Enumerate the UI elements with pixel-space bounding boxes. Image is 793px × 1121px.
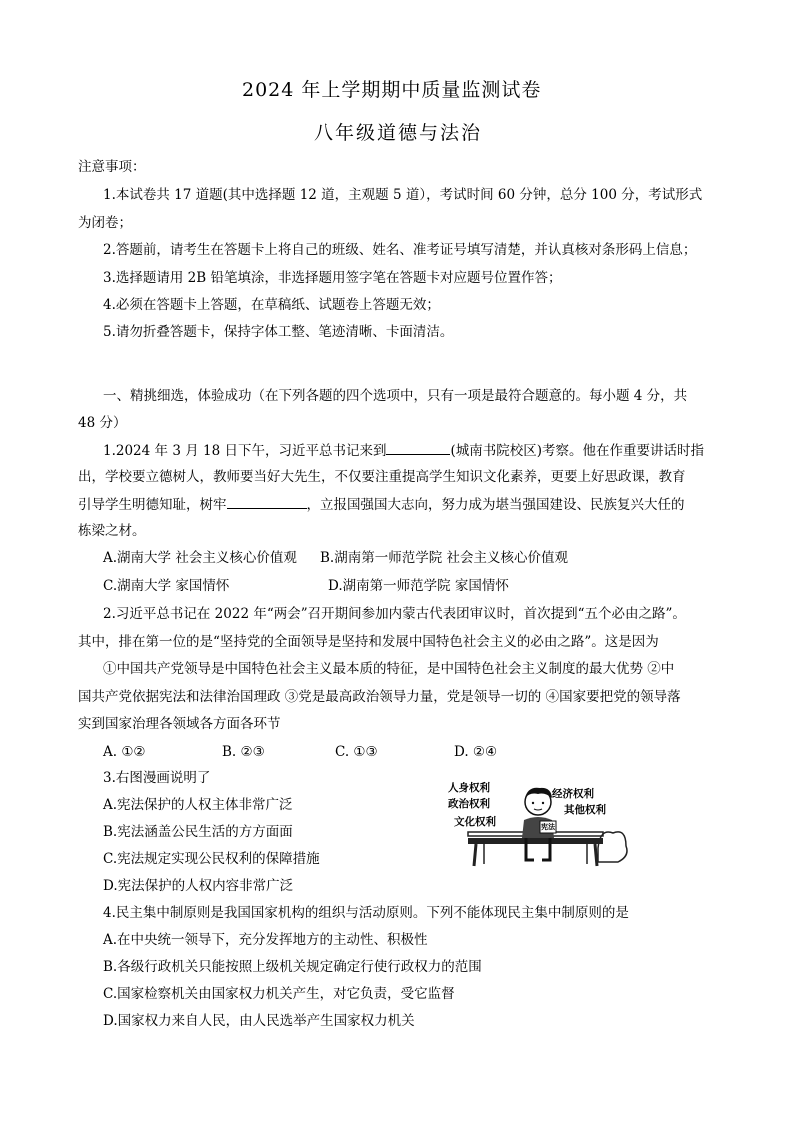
q1-line-4: 栋梁之材。: [78, 523, 146, 539]
label-political-rights: 政治权利: [448, 798, 490, 810]
q1-text-c: 引导学生明德知耻，树牢: [78, 497, 227, 513]
q2-option-a: A. ①②: [103, 744, 146, 760]
q1-line-3: [78, 494, 685, 515]
exam-subject: 八年级道德与法治: [314, 122, 483, 144]
q3-option-d: D.宪法保护的人权内容非常广泛: [103, 878, 294, 894]
q4-option-a: A.在中央统一领导下，充分发挥地方的主动性、积极性: [103, 932, 428, 948]
q4-option-b: B.各级行政机关只能按照上级机关规定确定行使行政权力的范围: [103, 959, 482, 975]
q2-line-3: ①中国共产党领导是中国特色社会主义最本质的特征，是中国特色社会主义制度的最大优势 ②中: [103, 661, 675, 677]
book-label: 宪法: [541, 823, 555, 831]
q1-line-2: 出，学校要立德树人，教师要当好大先生，不仅要注重提高学生知识文化素养，更要上好思政课，教育: [78, 469, 686, 485]
q2-option-d: D. ②④: [454, 744, 498, 760]
q1-text-a: 1.2024 年 3 月 18 日下午，习近平总书记来到: [103, 443, 387, 459]
q1-option-d: D.湖南第一师范学院 家国情怀: [328, 578, 509, 594]
q2-option-c: C. ①③: [335, 744, 378, 760]
eye: [542, 802, 544, 804]
q3-option-a: A.宪法保护的人权主体非常广泛: [103, 797, 293, 813]
q1-option-c: C.湖南大学 家国情怀: [103, 578, 230, 594]
notice-item-5: 5.请勿折叠答题卡，保持字体工整、笔迹清晰、卡面清洁。: [103, 324, 454, 340]
q4-stem: 4.民主集中制原则是我国国家机构的组织与活动原则。下列不能体现民主集中制原则的是: [103, 905, 629, 921]
bench-leg: [595, 844, 597, 866]
q2-option-b: B. ②③: [222, 744, 265, 760]
section1-heading-cont: 48 分）: [78, 415, 127, 431]
mouth: [534, 809, 542, 810]
q1-option-a: A.湖南大学 社会主义核心价值观: [103, 550, 297, 566]
eye: [532, 802, 534, 804]
q1-blank-1: [386, 440, 450, 455]
q2-line-5: 实到国家治理各领域各方面各环节: [78, 716, 281, 732]
q1-option-b: B.湖南第一师范学院 社会主义核心价值观: [320, 550, 569, 566]
bench-leg: [474, 844, 476, 866]
q1-line-1: [103, 440, 704, 461]
q4-option-c: C.国家检察机关由国家权力机关产生，对它负责，受它监督: [103, 986, 455, 1002]
notice-item-3: 3.选择题请用 2B 铅笔填涂，非选择题用签字笔在答题卡对应题号位置作答；: [103, 270, 562, 286]
bench-seat: [468, 838, 603, 844]
q4-option-d: D.国家权力来自人民，由人民选举产生国家权力机关: [103, 1013, 415, 1029]
label-other-rights: 其他权利: [564, 804, 606, 816]
notice-item-4: 4.必须在答题卡上答题，在草稿纸、试题卷上答题无效；: [103, 297, 440, 313]
notice-item-1: 1.本试卷共 17 道题(其中选择题 12 道，主观题 5 道），考试时间 60 分钟，总分 100 分，考试形式: [103, 187, 703, 203]
notice-item-1-cont: 为闭卷；: [78, 215, 132, 231]
label-cultural-rights: 文化权利: [454, 816, 496, 828]
label-economic-rights: 经济权利: [552, 788, 594, 800]
q3-option-c: C.宪法规定实现公民权利的保障措施: [103, 851, 320, 867]
person-hair: [525, 788, 552, 798]
label-personal-rights: 人身权利: [448, 782, 490, 794]
q3-option-b: B.宪法涵盖公民生活的方方面面: [103, 824, 293, 840]
section1-heading: 一、精挑细选，体验成功（在下列各题的四个选项中，只有一项是最符合题意的。每小题 4 分，共: [103, 388, 688, 404]
q2-line-1: 2.习近平总书记在 2022 年“两会”召开期间参加内蒙古代表团审议时，首次提到“五个必由之路”。: [103, 606, 686, 622]
q1-blank-2: [227, 494, 307, 509]
notice-heading: 注意事项：: [78, 159, 146, 175]
q3-stem: 3.右图漫画说明了: [103, 770, 211, 786]
q1-text-b: (城南书院校区)考察。他在作重要讲话时指: [450, 443, 705, 459]
q2-line-4: 国共产党依据宪法和法律治国理政 ③党是最高政治领导力量，党是领导一切的 ④国家要把党的领导落: [78, 689, 681, 705]
constitution-rights-cartoon: [448, 778, 630, 870]
q1-text-d: ，立报国强国大志向，努力成为堪当强国建设、民族复兴大任的: [306, 497, 685, 513]
q2-line-2: 其中，排在第一位的是“坚持党的全面领导是坚持和发展中国特色社会主义的必由之路”。这是因为: [78, 634, 659, 650]
notice-item-2: 2.答题前，请考生在答题卡上将自己的班级、姓名、准考证号填写清楚，并认真核对条形码上信息；: [103, 242, 697, 258]
exam-title: 2024 年上学期期中质量监测试卷: [242, 79, 542, 101]
